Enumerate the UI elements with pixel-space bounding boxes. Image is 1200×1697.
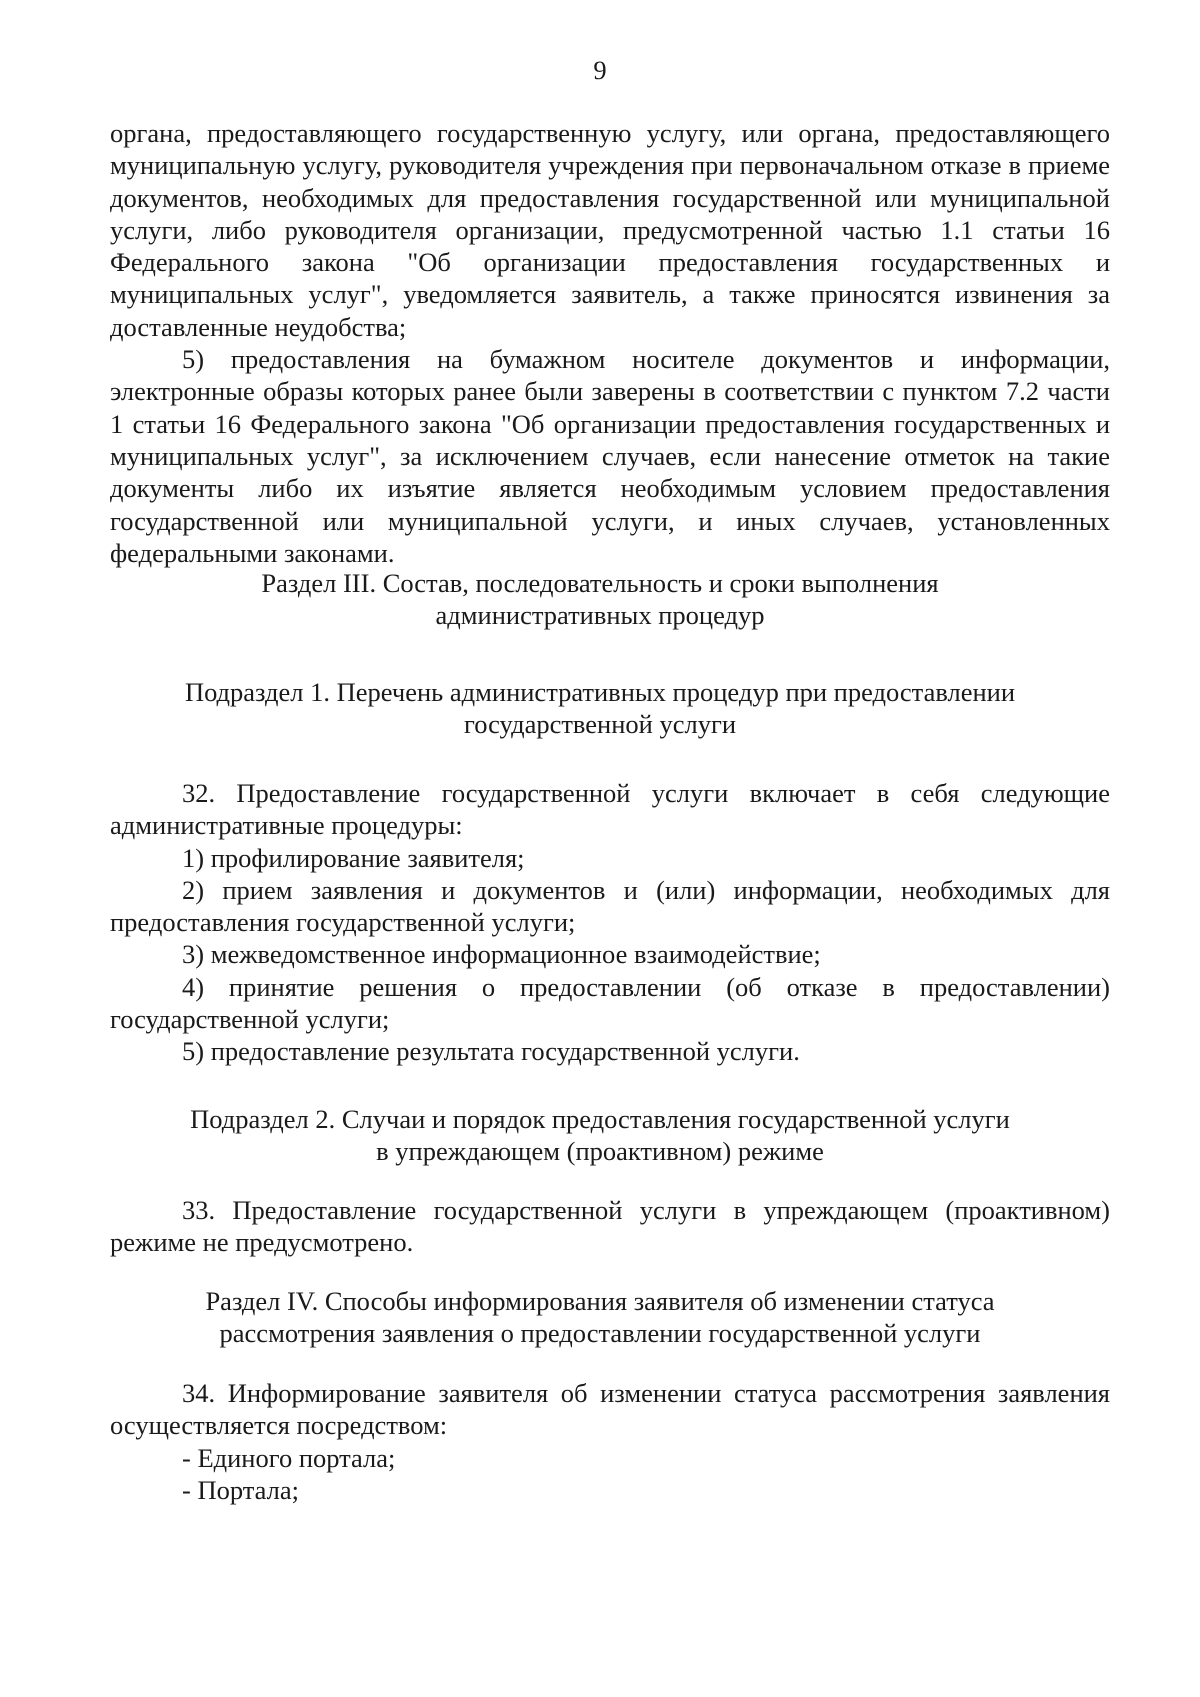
item-33-text: 33. Предоставление государственной услуги в упреждающем (проактивном) режиме не предусмотрено. xyxy=(110,1195,1110,1258)
item-32 xyxy=(110,777,1110,1068)
item-34-intro: 34. Информирование заявителя об изменении статуса рассмотрения заявления осуществляется посредством: xyxy=(110,1378,1110,1441)
list-item: 1) профилирование заявителя; xyxy=(182,842,525,873)
section-4-heading xyxy=(0,1285,1200,1350)
subsection-2-heading-line-2: в упреждающем (проактивном) режиме xyxy=(376,1136,824,1167)
list-item: - Портала; xyxy=(182,1474,299,1505)
section-4-heading-line-1: Раздел IV. Способы информирования заявителя об изменении статуса xyxy=(205,1286,995,1316)
list-item: - Единого портала; xyxy=(182,1442,396,1473)
list-item: 2) прием заявления и документов и (или) информации, необходимых для предоставления государственной услуги; xyxy=(110,874,1110,938)
subsection-2-heading-line-1: Подраздел 2. Случаи и порядок предоставления государственной услуги xyxy=(190,1104,1010,1134)
subsection-1-heading-line-1: Подраздел 1. Перечень административных процедур при предоставлении xyxy=(184,677,1016,707)
item-34 xyxy=(110,1377,1110,1506)
list-item: 5) предоставление результата государственной услуги. xyxy=(182,1036,800,1067)
subsection-2-heading xyxy=(0,1103,1200,1168)
section-3-heading xyxy=(0,567,1200,632)
section-3-heading-line-2: административных процедур xyxy=(435,600,765,631)
list-item: 3) межведомственное информационное взаимодействие; xyxy=(182,939,821,970)
item-33 xyxy=(110,1194,1110,1259)
section-3-heading-line-1: Раздел III. Состав, последовательность и сроки выполнения xyxy=(261,568,939,598)
paragraph-continued: органа, предоставляющего государственную услугу, или органа, предоставляющего муниципальную услугу, руководителя учреждения при первоначальном отказе в приеме документов, необходимых для предоставления государственной или муниципальной услуги, либо руководителя организации, предусмотренной частью 1.1 статьи 16 Федерального закона "Об организации предоставления государственных и муниципальных услуг", уведомляется заявитель, а также приносятся извинения за доставленные неудобства; xyxy=(110,118,1110,342)
list-item: 4) принятие решения о предоставлении (об отказе в предоставлении) государственной услуги; xyxy=(110,971,1110,1035)
item-32-intro: 32. Предоставление государственной услуги включает в себя следующие административные процедуры: xyxy=(110,778,1110,841)
section-4-heading-line-2: рассмотрения заявления о предоставлении государственной услуги xyxy=(219,1318,981,1349)
page-number: 9 xyxy=(593,55,607,85)
paragraph-item-5: 5) предоставления на бумажном носителе документов и информации, электронные образы которых ранее были заверены в соответствии с пунктом 7.2 части 1 статьи 16 Федерального закона "Об организации предоставления государственных и муниципальных услуг", за исключением случаев, если нанесение отметок на такие документы либо их изъятие является необходимым условием предоставления государственной или муниципальной услуги, и иных случаев, установленных федеральными законами. xyxy=(110,344,1110,568)
subsection-1-heading-line-2: государственной услуги xyxy=(463,709,737,740)
subsection-1-heading xyxy=(0,676,1200,741)
continuation-text xyxy=(110,117,1110,569)
